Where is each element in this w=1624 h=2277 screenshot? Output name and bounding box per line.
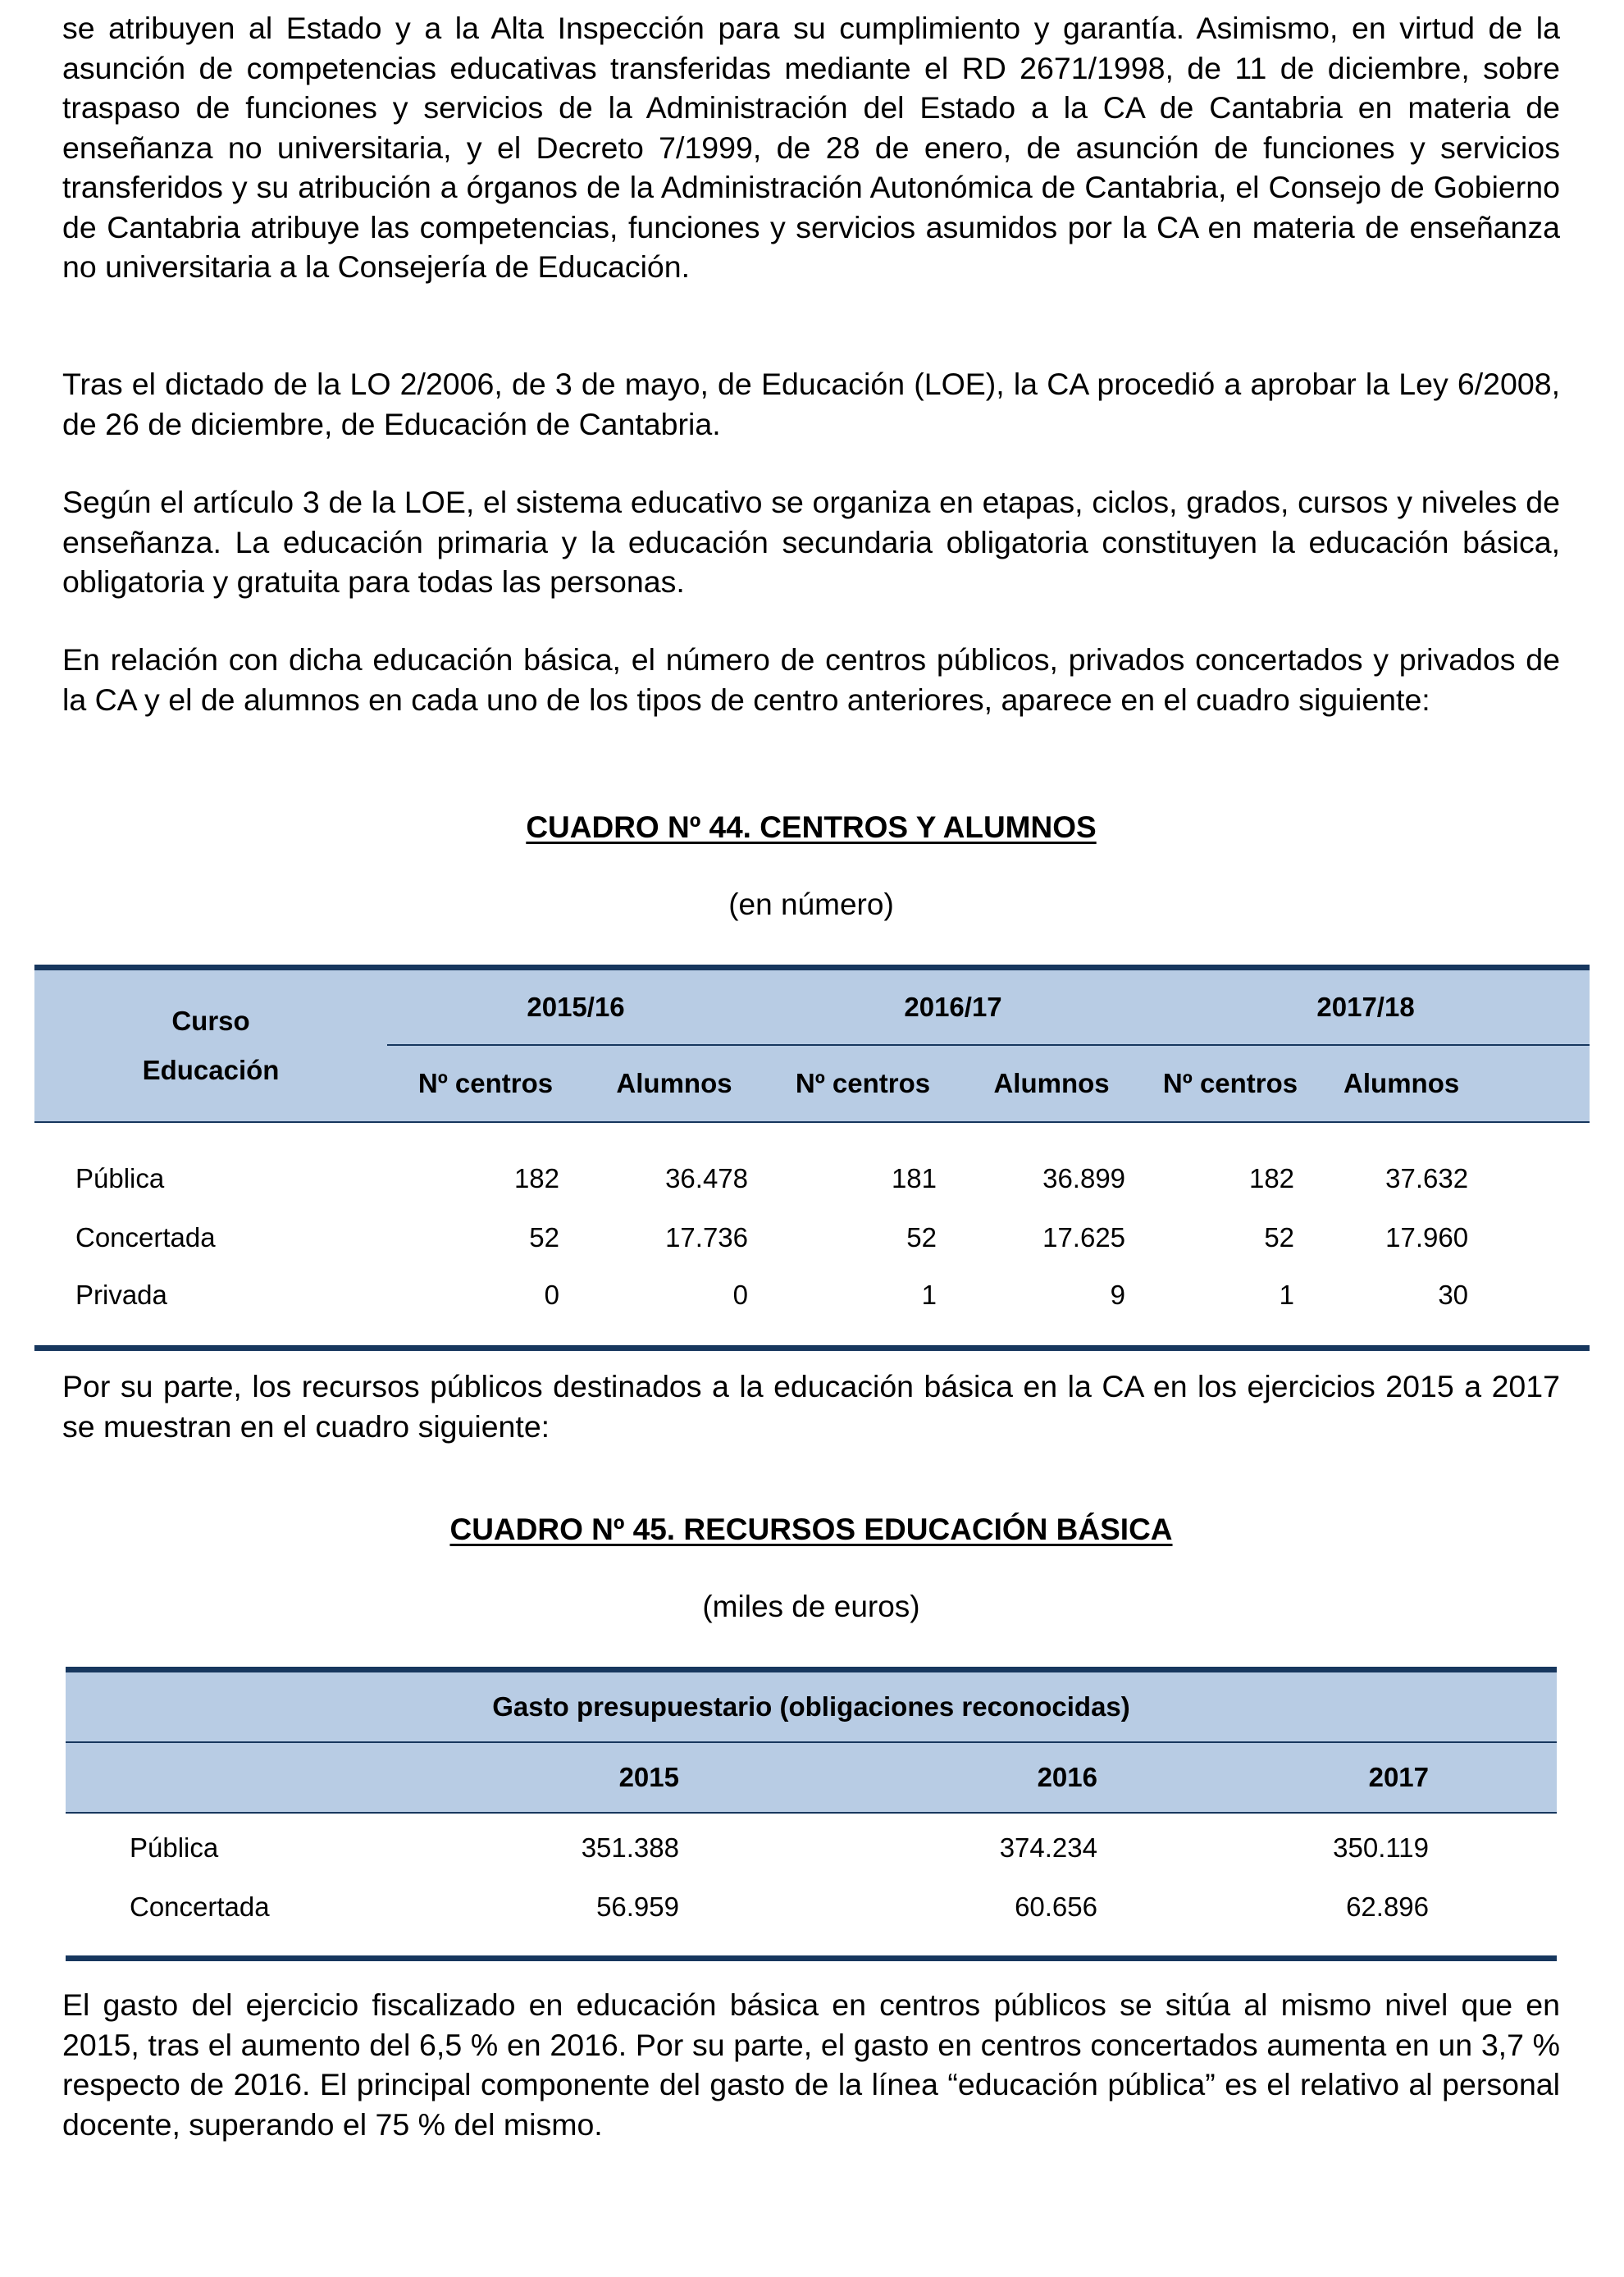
table-recursos-educacion	[66, 1667, 1557, 1961]
table45-group-header-row	[66, 1670, 1557, 1742]
table44-sub-alumnos-1: Alumnos	[616, 1067, 732, 1098]
paragraph-centros: En relación con dicha educación básica, el número de centros públicos, privados concertados y privados de la CA y el de alumnos en cada uno de los tipos de centro anteriores, aparece en el cuadro siguiente:	[62, 642, 1560, 717]
table44-sub-alumnos-2: Alumnos	[993, 1067, 1110, 1098]
table-row	[34, 1273, 1590, 1348]
table44-year-2017-18: 2017/18	[1142, 968, 1590, 1045]
table44-sub-alumnos-3: Alumnos	[1343, 1067, 1460, 1098]
table-row	[34, 1122, 1590, 1202]
paragraph-gasto: El gasto del ejercicio fiscalizado en educación básica en centros públicos se sitúa al mismo nivel que en 2015, tras el aumento del 6,5 % en 2016. Por su parte, el gasto en centros concertados aumenta en un 3,7 % respecto de 2016. El principal componente del gasto de la línea “educación pública” es el relativo al personal docente, superando el 75 % del mismo.	[62, 1987, 1560, 2142]
cell-value: 17.960	[1385, 1221, 1469, 1253]
row-label: Pública	[130, 1832, 219, 1863]
table45-year-2016: 2016	[1037, 1761, 1097, 1792]
table-centros-alumnos	[34, 965, 1590, 1351]
table44-sub-centros-2: Nº centros	[795, 1067, 931, 1098]
cell-value: 9	[1110, 1279, 1126, 1310]
table44-year-2015-16: 2015/16	[387, 968, 764, 1045]
cell-value: 30	[1438, 1279, 1469, 1310]
table44-corner-header	[34, 968, 387, 1122]
row-label: Pública	[75, 1162, 165, 1193]
row-label: Concertada	[75, 1221, 216, 1253]
cell-value: 36.899	[1042, 1162, 1126, 1193]
cell-value: 52	[1264, 1221, 1295, 1253]
paragraph-loe: Tras el dictado de la LO 2/2006, de 3 de mayo, de Educación (LOE), la CA procedió a aprobar la Ley 6/2008, de 26 de diciembre, de Educación de Cantabria.	[62, 367, 1560, 441]
table44-caption: CUADRO Nº 44. CENTROS Y ALUMNOS	[526, 810, 1097, 844]
paragraph-recursos: Por su parte, los recursos públicos destinados a la educación básica en la CA en los ejercicios 2015 a 2017 se muestran en el cuadro siguiente:	[62, 1369, 1560, 1444]
table45-caption: CUADRO Nº 45. RECURSOS EDUCACIÓN BÁSICA	[449, 1513, 1173, 1546]
table44-year-2016-17: 2016/17	[764, 968, 1142, 1045]
cell-value: 36.478	[665, 1162, 749, 1193]
table45-year-row	[66, 1742, 1557, 1813]
paragraph-sistema-educativo: Según el artículo 3 de la LOE, el sistema educativo se organiza en etapas, ciclos, grados, cursos y niveles de enseñanza. La educación primaria y la educación secundaria obligatoria constituyen la educación básica, obligatoria y gratuita para todas las personas.	[62, 485, 1560, 599]
row-label: Concertada	[130, 1891, 270, 1922]
cell-value: 0	[732, 1279, 749, 1310]
table44-sub-centros-1: Nº centros	[417, 1067, 554, 1098]
cell-value: 351.388	[581, 1832, 679, 1863]
table-row	[66, 1883, 1557, 1959]
cell-value: 1	[921, 1279, 937, 1310]
table44-corner-educacion: Educación	[142, 1054, 280, 1085]
cell-value: 52	[529, 1221, 559, 1253]
cell-value: 0	[544, 1279, 559, 1310]
table44-corner-curso: Curso	[171, 1005, 250, 1036]
cell-value: 62.896	[1346, 1891, 1430, 1922]
cell-value: 182	[513, 1162, 559, 1193]
table-row	[66, 1813, 1557, 1883]
table45-year-2017: 2017	[1368, 1761, 1430, 1792]
cell-value: 56.959	[596, 1891, 679, 1922]
table45-empty-header	[66, 1742, 312, 1813]
table44-unit: (en número)	[728, 888, 894, 921]
cell-value: 374.234	[999, 1832, 1097, 1863]
cell-value: 1	[1279, 1279, 1295, 1310]
table44-sub-centros-3: Nº centros	[1162, 1067, 1298, 1098]
table45-group-header: Gasto presupuestario (obligaciones reconocidas)	[492, 1691, 1130, 1722]
cell-value: 350.119	[1333, 1832, 1430, 1863]
table44-header-row	[34, 968, 1590, 1045]
cell-value: 182	[1248, 1162, 1295, 1193]
cell-value: 181	[891, 1162, 937, 1193]
paragraph-competencias: se atribuyen al Estado y a la Alta Inspección para su cumplimiento y garantía. Asimismo, en virtud de la asunción de competencias educativas transferidas mediante el RD 2671/1998, de 11 de diciembre, sobre traspaso de funciones y servicios de la Administración del Estado a la CA de Cantabria en materia de enseñanza no universitaria, y el Decreto 7/1999, de 28 de enero, de asunción de funciones y servicios transferidos y su atribución a órganos de la Administración Autonómica de Cantabria, el Consejo de Gobierno de Cantabria atribuye las competencias, funciones y servicios asumidos por la CA en materia de enseñanza no universitaria a la Consejería de Educación.	[62, 11, 1560, 284]
cell-value: 60.656	[1015, 1891, 1097, 1922]
table45-unit: (miles de euros)	[702, 1590, 920, 1623]
cell-value: 52	[906, 1221, 937, 1253]
row-label: Privada	[75, 1279, 167, 1310]
cell-value: 17.625	[1042, 1221, 1126, 1253]
cell-value: 17.736	[665, 1221, 749, 1253]
table-row	[34, 1202, 1590, 1273]
table45-year-2015: 2015	[618, 1761, 679, 1792]
cell-value: 37.632	[1385, 1162, 1469, 1193]
